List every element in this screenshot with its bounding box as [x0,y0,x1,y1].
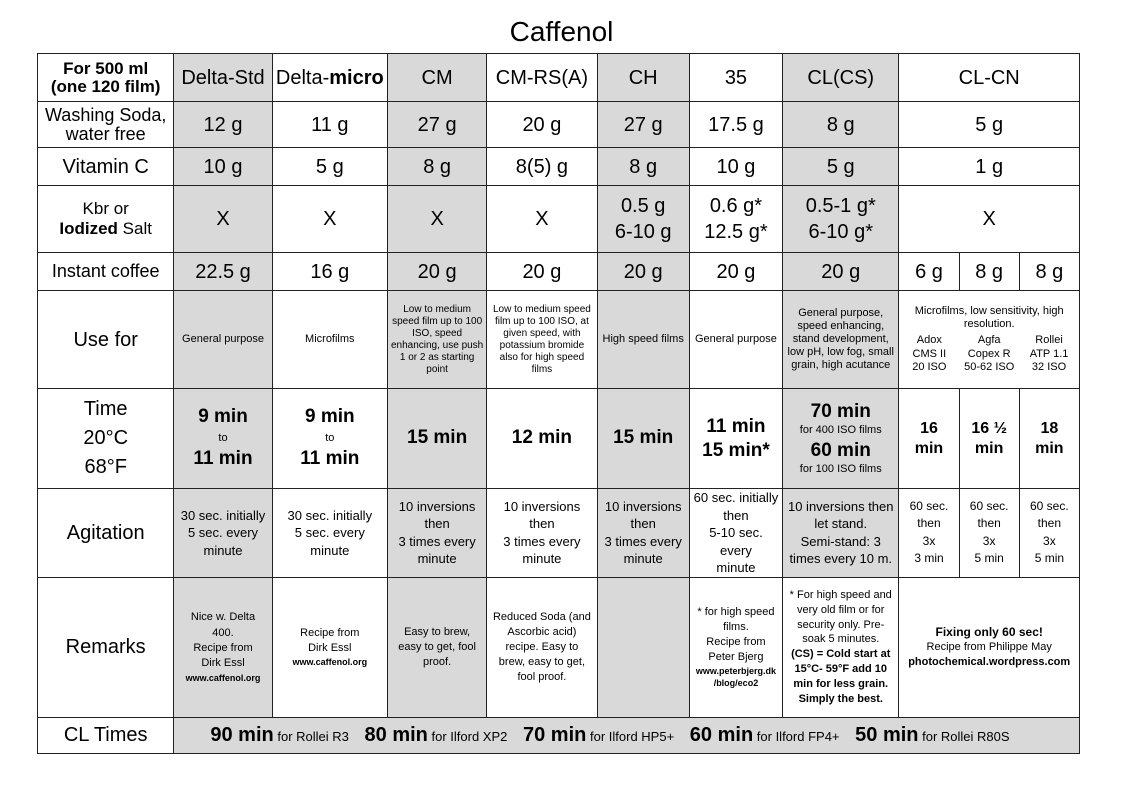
col-ch: CH [597,54,689,102]
agit-cl-3: Semi-stand: 3 [800,533,881,549]
col-cm: CM [387,54,486,102]
agit-adox-4: 3 min [914,551,944,566]
col-delta-std: Delta-Std [174,54,272,102]
rem-ch [597,577,689,717]
kbr-label-salt: Salt [117,219,152,238]
coffee-clcn-adox: 6 g [899,253,959,291]
rem-delta-std-1: Nice w. Delta [190,611,256,624]
kbr-delta-micro: X [272,186,387,253]
agit-cl-2: let stand. [814,516,868,532]
time-delta-micro-max: 11 min [300,448,360,470]
agit-rollei-2: then [1037,516,1062,531]
agit-cl [783,489,899,578]
agit-delta-micro [272,489,387,578]
agit-rollei-4: 5 min [1034,551,1065,566]
rem-35-2: films. [723,621,749,634]
soda-35: 17.5 g [689,102,782,148]
agit-delta-micro-1: 30 sec. initially [287,507,373,523]
time-clcn-rollei [1019,389,1079,489]
use-cl: General purpose, speed enhancing, stand development, low pH, low fog, small grain, high acutance [783,291,899,389]
agit-delta-std-1: 30 sec. initially [180,507,266,523]
page-title: Caffenol [509,16,614,47]
time-delta-std-max: 11 min [193,448,253,470]
corner-line1: For 500 ml [63,58,149,78]
rollei-brand: Rollei [1035,334,1063,347]
row-use-for [38,291,1080,389]
agit-clcn-adox [899,489,959,578]
cltimes-film: for Ilford XP2 [431,729,508,745]
row-label-use: Use for [38,291,174,389]
time-delta-std-min: 9 min [198,406,248,428]
kbr-ch-2: 6-10 g [614,221,672,243]
use-clcn-agfa [959,334,1019,374]
cltimes-time: 60 min [689,724,754,747]
rem-cl-6: 15°C- 59°F add 10 [794,663,888,676]
agit-ch-1: 10 inversions [604,498,682,514]
rem-35-url-1: www.peterbjerg.dk [695,665,777,676]
rem-cm-1: Easy to brew, [404,625,471,638]
vitc-cm-rs: 8(5) g [487,148,597,186]
cltimes-film: for Ilford HP5+ [589,729,675,745]
row-label-remarks: Remarks [38,577,174,717]
time-delta-std-to: to [218,431,228,444]
row-instant-coffee [38,253,1080,291]
rem-35-url-2: /blog/eco2 [713,677,759,688]
cltimes-item [523,724,675,747]
agit-delta-micro-2: 5 sec. every [294,525,365,541]
use-clcn-rollei [1019,334,1079,374]
rem-clcn [899,577,1080,717]
rem-cm-rs-4: brew, easy to get, [498,655,586,668]
agit-adox-2: then [917,516,941,531]
agit-delta-micro-3: minute [310,542,350,558]
time-label-1: Time [83,398,128,420]
agit-agfa-3: 3x [982,533,996,548]
soda-cl: 8 g [783,102,899,148]
rem-clcn-recipe: Recipe from Philippe May [926,641,1052,654]
row-remarks [38,577,1080,717]
row-cl-times [38,717,1080,753]
agit-cl-1: 10 inversions then [787,498,894,514]
row-label-agitation: Agitation [38,489,174,578]
kbr-delta-std: X [174,186,272,253]
agit-cm-rs-1: 10 inversions [503,498,581,514]
row-washing-soda [38,102,1080,148]
row-vitamin-c [38,148,1080,186]
agit-agfa-1: 60 sec. [969,499,1009,514]
agit-cm-rs-4: minute [522,551,562,567]
rem-cm-rs-5: fool proof. [517,670,567,683]
use-ch: High speed films [597,291,689,389]
soda-ch: 27 g [597,102,689,148]
rem-delta-std-4: Dirk Essl [201,657,245,670]
agit-clcn-rollei [1019,489,1079,578]
vitc-35: 10 g [689,148,782,186]
agit-cm-2: then [424,516,450,532]
agit-cm-1: 10 inversions [398,498,476,514]
cltimes-item [855,724,1010,747]
use-cm: Low to medium speed film up to 100 ISO, speed enhancing, use push 1 or 2 as starting point [387,291,486,389]
time-delta-micro-to: to [325,431,335,444]
rem-delta-micro-2: Dirk Essl [308,641,352,654]
adox-iso: 20 ISO [912,360,947,373]
agit-cm-4: minute [417,551,457,567]
time-cl-400: 70 min [810,401,871,423]
agit-adox-3: 3x [922,533,936,548]
adox-brand: Adox [916,334,942,347]
rem-delta-std-3: Recipe from [193,641,253,654]
use-35: General purpose [689,291,782,389]
vitc-delta-micro: 5 g [272,148,387,186]
row-label-cltimes: CL Times [38,717,174,753]
row-label-vitc: Vitamin C [38,148,174,186]
row-label-coffee: Instant coffee [38,253,174,291]
rem-clcn-fixing: Fixing only 60 sec! [935,625,1043,640]
cltimes-film: for Rollei R3 [277,729,349,745]
kbr-cl [783,186,899,253]
cltimes-time: 80 min [364,724,428,747]
agit-agfa-2: then [977,516,1001,531]
rem-cm-2: easy to get, fool [398,640,476,653]
col-cm-rs: CM-RS(A) [487,54,597,102]
rem-cm-rs [487,577,597,717]
cltimes-list [174,717,1080,753]
caffenol-recipe-table [37,53,1080,754]
time-35 [689,389,782,489]
agit-35-3: 5-10 sec. every [709,525,763,558]
col-delta-micro [272,54,387,102]
agit-ch [597,489,689,578]
rem-cm-rs-2: Ascorbic acid) [507,625,577,638]
cltimes-item [689,724,840,747]
rem-35-1: * for high speed [697,606,775,619]
kbr-cm-rs: X [487,186,597,253]
time-label-2: 20°C [83,427,129,449]
soda-label-1: Washing Soda, [44,104,167,125]
agit-35-2: then [723,507,749,523]
time-cl-100-note: for 100 ISO films [799,462,882,475]
vitc-delta-std: 10 g [174,148,272,186]
agit-35-1: 60 sec. initially [693,490,779,505]
corner-cell [38,54,174,102]
col-clcn: CL-CN [899,54,1080,102]
kbr-35-2: 12.5 g* [704,221,768,243]
agit-rollei-1: 60 sec. [1030,499,1069,514]
agit-cm-rs-3: 3 times every [503,533,581,549]
corner-line2: (one 120 film) [50,76,161,96]
use-clcn [899,291,1080,389]
cltimes-time: 70 min [523,724,587,747]
use-clcn-adox [899,334,959,374]
kbr-label-iodized: Iodized [59,219,118,238]
rem-cl-5: (CS) = Cold start at [791,648,891,661]
row-label-time [38,389,174,489]
rem-cl-8: Simply the best. [798,692,883,705]
rollei-iso: 32 ISO [1031,360,1067,373]
time-agfa-unit: min [974,439,1004,457]
rem-delta-micro-url: www.caffenol.org [292,657,368,668]
col-35: 35 [689,54,782,102]
rem-cl-7: min for less grain. [793,677,889,690]
kbr-cl-1: 0.5-1 g* [805,195,876,217]
rem-cm-rs-1: Reduced Soda (and [492,611,591,624]
time-clcn-adox [899,389,959,489]
agfa-iso: 50-62 ISO [964,360,1015,373]
vitc-cl: 5 g [783,148,899,186]
time-adox-value: 16 [920,420,938,438]
time-rollei-unit: min [1035,439,1064,457]
time-cm-rs: 12 min [487,389,597,489]
soda-cm: 27 g [387,102,486,148]
time-rollei-value: 18 [1040,420,1059,438]
row-label-kbr [38,186,174,253]
coffee-cm: 20 g [387,253,486,291]
agit-35-4: minute [716,560,756,576]
kbr-ch-1: 0.5 g [620,195,666,217]
time-cl-400-note: for 400 ISO films [799,423,882,436]
coffee-35: 20 g [689,253,782,291]
use-delta-micro: Microfilms [272,291,387,389]
time-35-high: 15 min* [702,439,770,461]
kbr-label-1: Kbr or [82,199,129,219]
time-cl [783,389,899,489]
rem-cl-4: soak 5 minutes. [802,633,880,646]
header-row [38,54,1080,102]
vitc-clcn: 1 g [899,148,1080,186]
time-35-normal: 11 min [706,415,766,437]
agit-clcn-agfa [959,489,1019,578]
coffee-clcn-rollei: 8 g [1019,253,1079,291]
agfa-film: Copex R [967,347,1011,360]
time-ch: 15 min [597,389,689,489]
agit-cm [387,489,486,578]
agit-cl-4: times every 10 m. [789,551,893,567]
agit-ch-4: minute [623,551,663,567]
rem-delta-micro-1: Recipe from [300,626,360,639]
rem-cm [387,577,486,717]
time-label-3: 68°F [84,456,127,478]
soda-delta-std: 12 g [174,102,272,148]
rem-clcn-url: photochemical.wordpress.com [908,656,1071,669]
agit-delta-std-2: 5 sec. every [187,525,259,541]
row-kbr-salt [38,186,1080,253]
cltimes-item [210,724,349,747]
soda-clcn: 5 g [899,102,1080,148]
rem-cl [783,577,899,717]
agit-delta-std [174,489,272,578]
vitc-cm: 8 g [387,148,486,186]
adox-film: CMS II [912,347,947,360]
time-cm: 15 min [387,389,486,489]
cltimes-film: for Ilford FP4+ [756,729,840,745]
time-cl-100: 60 min [810,440,871,461]
rem-35-3: Recipe from [706,636,766,649]
use-cm-rs: Low to medium speed film up to 100 ISO, at given speed, with potassium bromide also for high speed films [487,291,597,389]
rem-delta-micro [272,577,387,717]
soda-delta-micro: 11 g [272,102,387,148]
rem-cl-1: * For high speed and [789,588,892,601]
coffee-clcn-agfa: 8 g [959,253,1019,291]
cltimes-item [364,724,508,747]
agfa-brand: Agfa [977,334,1001,347]
row-agitation [38,489,1080,578]
use-clcn-top: Microfilms, low sensitivity, high resolution. [914,305,1064,331]
agit-rollei-3: 3x [1043,533,1056,548]
time-delta-micro [272,389,387,489]
col-cl: CL(CS) [783,54,899,102]
cltimes-time: 50 min [855,724,919,747]
soda-cm-rs: 20 g [487,102,597,148]
kbr-cl-2: 6-10 g* [808,221,873,243]
kbr-cm: X [387,186,486,253]
agit-ch-2: then [630,516,656,532]
row-time [38,389,1080,489]
coffee-delta-std: 22.5 g [174,253,272,291]
rem-35 [689,577,782,717]
coffee-cm-rs: 20 g [487,253,597,291]
coffee-ch: 20 g [597,253,689,291]
rem-cl-2: very old film or for [797,603,885,616]
kbr-clcn: X [899,186,1080,253]
agit-adox-1: 60 sec. [909,499,949,514]
col-delta-micro-b: micro [329,66,384,89]
time-adox-unit: min [914,439,944,457]
rem-35-4: Peter Bjerg [708,650,764,663]
agit-delta-std-3: minute [203,542,243,558]
col-delta-micro-a: Delta- [275,66,330,89]
kbr-35-1: 0.6 g* [709,195,763,217]
agit-cm-rs-2: then [529,516,555,532]
use-delta-std: General purpose [174,291,272,389]
coffee-delta-micro: 16 g [272,253,387,291]
vitc-ch: 8 g [597,148,689,186]
row-label-soda [38,102,174,148]
rem-cm-rs-3: recipe. Easy to [505,640,579,653]
agit-cm-rs [487,489,597,578]
time-agfa-value: 16 ½ [971,420,1007,438]
agit-35 [689,489,782,578]
rem-cl-3: security only. Pre- [797,618,885,631]
time-delta-std [174,389,272,489]
time-delta-micro-min: 9 min [304,406,355,428]
rollei-film: ATP 1.1 [1029,347,1069,360]
kbr-ch [597,186,689,253]
kbr-label-2 [40,219,171,239]
time-clcn-agfa [959,389,1019,489]
agit-ch-3: 3 times every [604,533,682,549]
rem-cm-3: proof. [423,655,452,668]
rem-delta-std [174,577,272,717]
agit-cm-3: 3 times every [398,533,476,549]
kbr-35 [689,186,782,253]
cltimes-film: for Rollei R80S [922,729,1010,745]
rem-delta-std-url: www.caffenol.org [185,672,261,683]
agit-agfa-4: 5 min [974,551,1004,566]
rem-delta-std-2: 400. [212,626,234,639]
cltimes-time: 90 min [210,724,274,747]
soda-label-2: water free [65,123,146,144]
coffee-cl: 20 g [783,253,899,291]
use-clcn-films [899,334,1079,374]
